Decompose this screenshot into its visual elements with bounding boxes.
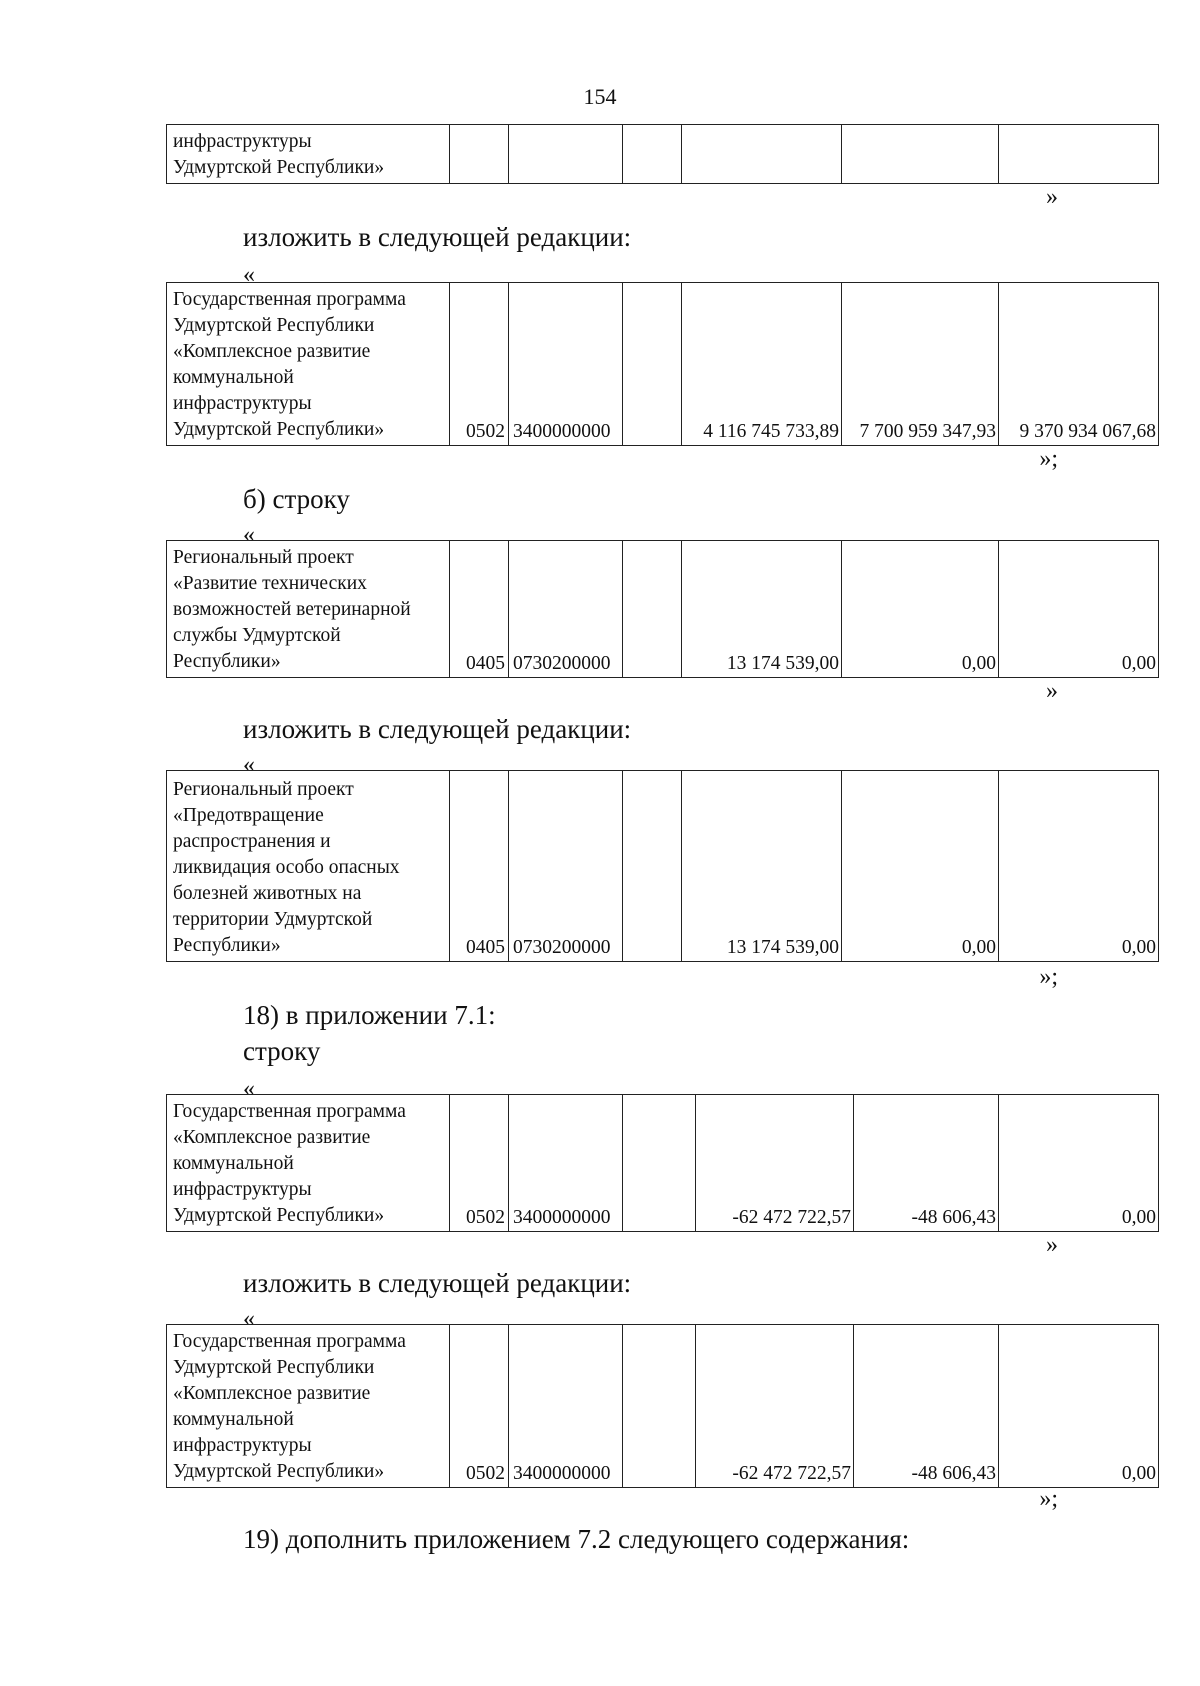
- row-name-line: Государственная программа: [173, 1331, 406, 1352]
- table-row: [167, 283, 1159, 446]
- section-code: 0502: [450, 1325, 509, 1488]
- row-name-line: болезней животных на: [173, 883, 362, 904]
- row-name: [167, 771, 450, 962]
- edit-instruction: изложить в следующей редакции:: [243, 714, 632, 744]
- row-name-line: Удмуртской Республики»: [173, 1461, 385, 1482]
- amount-3: 0,00: [999, 541, 1159, 678]
- row-name-line: Государственная программа: [173, 1101, 406, 1122]
- table-row: [167, 125, 1159, 184]
- row-name-line: распространения и: [173, 831, 331, 852]
- amount-2: -48 606,43: [854, 1095, 999, 1232]
- row-name-line: Региональный проект: [173, 547, 354, 568]
- section-code: 0405: [450, 771, 509, 962]
- section-code: 0502: [450, 283, 509, 446]
- expense-type-code: [623, 283, 682, 446]
- amount-2: [842, 125, 999, 184]
- closing-quote: »: [1046, 1232, 1058, 1258]
- row-name-line: Удмуртской Республики»: [173, 157, 385, 178]
- table-row: [167, 541, 1159, 678]
- amount-3: [999, 125, 1159, 184]
- row-name-line: инфраструктуры: [173, 131, 312, 152]
- row-name-line: инфраструктуры: [173, 1179, 312, 1200]
- edit-instruction: изложить в следующей редакции:: [243, 1268, 632, 1298]
- row-name-line: «Комплексное развитие: [173, 1383, 371, 1404]
- section-code: [450, 125, 509, 184]
- row-name-line: коммунальной: [173, 1409, 294, 1430]
- item-18-heading: 18) в приложении 7.1:: [243, 1000, 496, 1030]
- row-name: [167, 1325, 450, 1488]
- opening-quote: «: [243, 752, 255, 778]
- row-name-line: «Комплексное развитие: [173, 1127, 371, 1148]
- row-name-line: службы Удмуртской: [173, 625, 341, 646]
- row-name-line: инфраструктуры: [173, 393, 312, 414]
- row-name: [167, 1095, 450, 1232]
- edit-instruction: изложить в следующей редакции:: [243, 222, 632, 252]
- item-b-heading: б) строку: [243, 484, 350, 514]
- row-name-line: Региональный проект: [173, 779, 354, 800]
- amendment-table-5: [166, 1324, 1159, 1488]
- table-row: [167, 1325, 1159, 1488]
- target-article-code: 3400000000: [509, 1325, 623, 1488]
- table-row: [167, 771, 1159, 962]
- expense-type-code: [623, 541, 682, 678]
- row-name-line: Республики»: [173, 935, 281, 956]
- expense-type-code: [623, 1095, 696, 1232]
- row-name-line: «Комплексное развитие: [173, 341, 371, 362]
- amount-1: 13 174 539,00: [682, 771, 842, 962]
- target-article-code: 0730200000: [509, 771, 623, 962]
- row-name-line: Удмуртской Республики: [173, 315, 375, 336]
- target-article-code: 3400000000: [509, 1095, 623, 1232]
- row-name-line: «Предотвращение: [173, 805, 324, 826]
- target-article-code: [509, 125, 623, 184]
- opening-quote: «: [243, 262, 255, 288]
- row-name-line: территории Удмуртской: [173, 909, 373, 930]
- amendment-table-4: [166, 1094, 1159, 1232]
- row-name-line: Государственная программа: [173, 289, 406, 310]
- section-code: 0405: [450, 541, 509, 678]
- closing-quote: »;: [1039, 964, 1058, 990]
- closing-quote: »: [1046, 678, 1058, 704]
- row-name-line: Удмуртской Республики»: [173, 1205, 385, 1226]
- row-name-line: коммунальной: [173, 1153, 294, 1174]
- amendment-table-1: [166, 282, 1159, 446]
- row-name-line: возможностей ветеринарной: [173, 599, 411, 620]
- target-article-code: 3400000000: [509, 283, 623, 446]
- amount-2: 7 700 959 347,93: [842, 283, 999, 446]
- row-name-line: коммунальной: [173, 367, 294, 388]
- amendment-table-3: [166, 770, 1159, 962]
- row-name-line: Удмуртской Республики»: [173, 419, 385, 440]
- amendment-table-2: [166, 540, 1159, 678]
- amount-1: 13 174 539,00: [682, 541, 842, 678]
- opening-quote: «: [243, 522, 255, 548]
- item-18-subheading: строку: [243, 1036, 321, 1066]
- amount-2: -48 606,43: [854, 1325, 999, 1488]
- expense-type-code: [623, 125, 682, 184]
- row-name: [167, 125, 450, 184]
- row-name-line: Республики»: [173, 651, 281, 672]
- amount-3: 0,00: [999, 771, 1159, 962]
- amount-1: -62 472 722,57: [696, 1325, 854, 1488]
- amount-3: 0,00: [999, 1095, 1159, 1232]
- amount-1: 4 116 745 733,89: [682, 283, 842, 446]
- amount-1: -62 472 722,57: [696, 1095, 854, 1232]
- item-19-heading: 19) дополнить приложением 7.2 следующего содержания:: [243, 1524, 910, 1554]
- amount-3: 0,00: [999, 1325, 1159, 1488]
- expense-type-code: [623, 771, 682, 962]
- amount-2: 0,00: [842, 541, 999, 678]
- row-name-line: «Развитие технических: [173, 573, 367, 594]
- page-number: 154: [583, 84, 617, 109]
- closing-quote: »: [1046, 184, 1058, 210]
- section-code: 0502: [450, 1095, 509, 1232]
- closing-quote: »;: [1039, 1486, 1058, 1512]
- target-article-code: 0730200000: [509, 541, 623, 678]
- opening-quote: «: [243, 1306, 255, 1332]
- amount-2: 0,00: [842, 771, 999, 962]
- opening-quote: «: [243, 1076, 255, 1102]
- row-name-line: ликвидация особо опасных: [173, 857, 400, 878]
- amendment-table-0: [166, 124, 1159, 184]
- row-name-line: Удмуртской Республики: [173, 1357, 375, 1378]
- expense-type-code: [623, 1325, 696, 1488]
- row-name-line: инфраструктуры: [173, 1435, 312, 1456]
- closing-quote: »;: [1039, 446, 1058, 472]
- amount-1: [682, 125, 842, 184]
- table-row: [167, 1095, 1159, 1232]
- row-name: [167, 541, 450, 678]
- amount-3: 9 370 934 067,68: [999, 283, 1159, 446]
- row-name: [167, 283, 450, 446]
